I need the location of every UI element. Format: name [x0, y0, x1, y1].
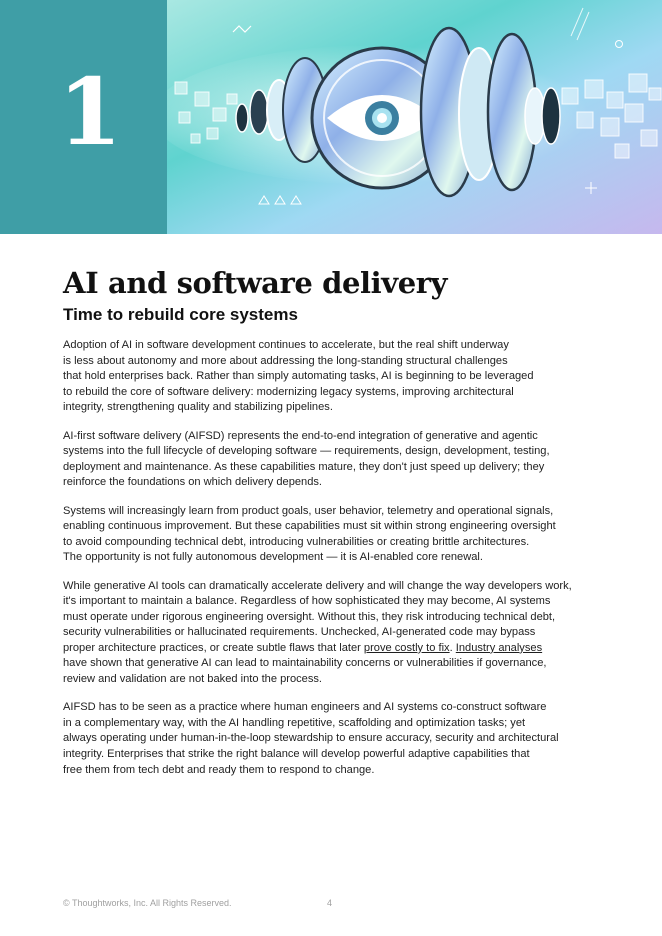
industry-analyses-link[interactable]: Industry analyses	[455, 641, 543, 654]
paragraph: Adoption of AI in software development continues to accelerate, but the real shift underway is less about autonomy and more about addressing the long-standing structural challenges that hold enterprises back. Rather than simply automating tasks, AI is beginning to be leveraged to rebuild the core of software delivery: modernizing legacy systems, improving architectural integrity, strengthening quality and stabilizing pipelines.	[63, 339, 534, 414]
paragraph-text: .	[449, 641, 456, 654]
page-subheading: Time to rebuild core systems	[63, 305, 298, 324]
hero-banner	[0, 0, 662, 234]
chapter-block	[0, 0, 167, 234]
footer-copyright: © Thoughtworks, Inc. All Rights Reserved.	[63, 898, 232, 908]
paragraph	[63, 579, 608, 688]
paragraph: Systems will increasingly learn from product goals, user behavior, telemetry and operational signals, enabling continuous improvement. But these capabilities must sit within strong engineering oversight to avoid compounding technical debt, introducing vulnerabilities or creating brittle architectures. The opportunity is not fully autonomous development — it is AI-enabled core renewal.	[63, 504, 556, 564]
chapter-number: 1	[58, 58, 123, 166]
page-heading: AI and software delivery	[63, 266, 448, 300]
paragraph-text: have shown that generative AI can lead to maintainability concerns or vulnerabilities if governance, review and validation are not baked into the process.	[63, 657, 547, 686]
hero-lens-illustration	[167, 0, 662, 234]
page-number: 4	[327, 898, 333, 908]
paragraph: AI-first software delivery (AIFSD) represents the end-to-end integration of generative and agentic systems into the full lifecycle of developing software — requirements, design, development, testing, deployment and maintenance. As these capabilities mature, they don't just speed up delivery; they reinforce the foundations on which delivery depends.	[63, 429, 550, 489]
paragraph-text: While generative AI tools can dramatically accelerate delivery and will change the way developers work, it's important to maintain a balance. Regardless of how sophisticated they may become, AI systems must operate under rigorous engineering oversight. Without this, they risk introducing technical debt, security vulnerabilities or hallucinated requirements. Unchecked, AI-generated code may bypass proper architecture practices, or create subtle flaws that later	[63, 579, 572, 654]
paragraph: AIFSD has to be seen as a practice where human engineers and AI systems co-construct software in a complementary way, with the AI handling repetitive, scaffolding and optimization tasks; yet always operating under human-in-the-loop stewardship to ensure accuracy, security and architectural integrity. Enterprises that strike the right balance will develop powerful adaptive capabilities that free them from tech debt and ready them to respond to change.	[63, 701, 559, 776]
body-text	[63, 338, 608, 791]
prove-costly-link[interactable]: prove costly to fix	[363, 641, 450, 654]
